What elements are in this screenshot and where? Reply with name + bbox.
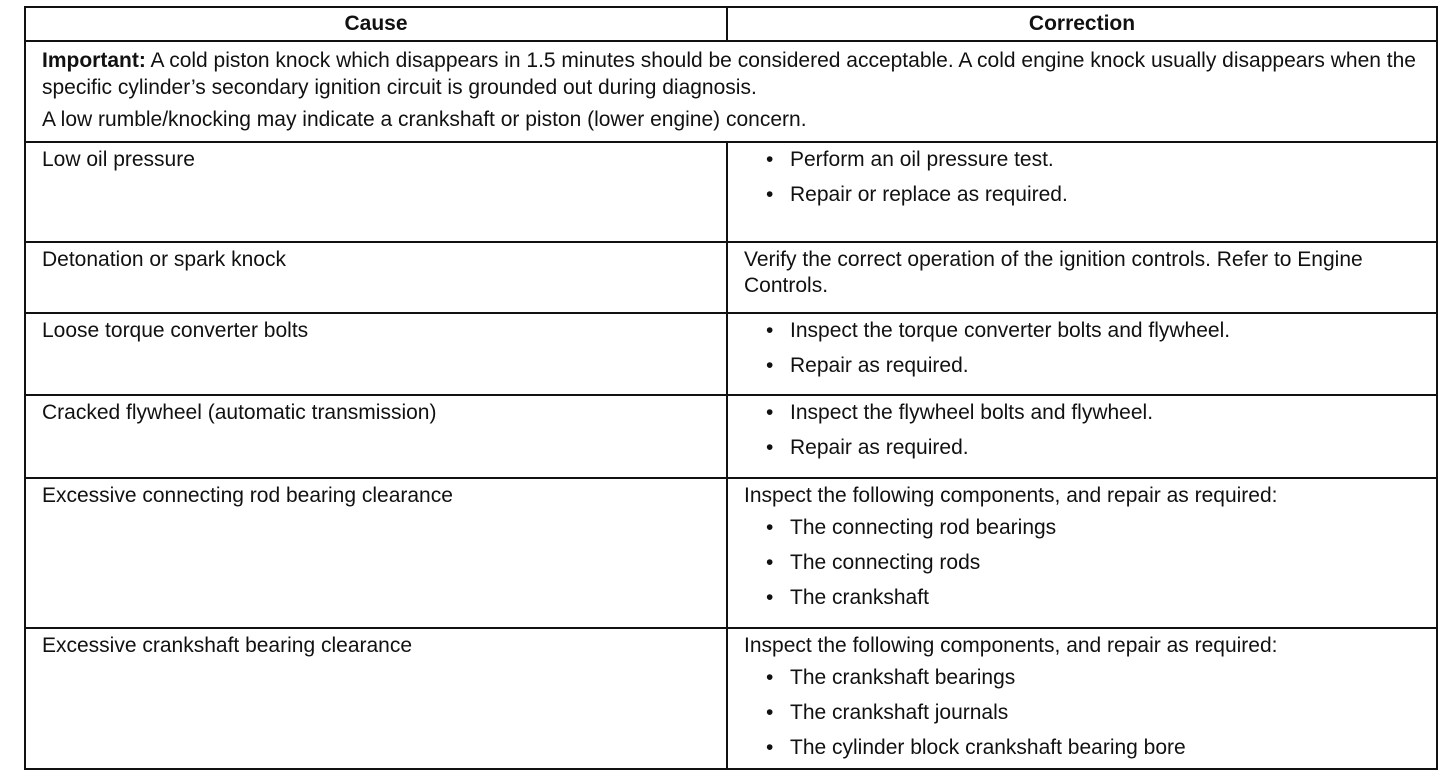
correction-cell [727, 142, 1437, 242]
cause-cell: Excessive connecting rod bearing clearance [25, 478, 727, 628]
correction-list [744, 147, 1422, 209]
list-item: • Repair as required. [744, 353, 1422, 379]
note-paragraph-2: A low rumble/knocking may indicate a crankshaft or piston (lower engine) concern. [42, 107, 807, 131]
note-label: Important: [42, 49, 146, 73]
correction-cell [727, 395, 1437, 478]
correction-list [744, 665, 1422, 762]
list-item: • Perform an oil pressure test. [744, 147, 1422, 173]
correction-cell [727, 478, 1437, 628]
cause-cell: Excessive crankshaft bearing clearance [25, 628, 727, 769]
correction-cell [727, 628, 1437, 769]
important-note-row [25, 41, 1437, 142]
header-row [25, 7, 1437, 41]
diagnostic-table [24, 6, 1438, 770]
cause-cell: Low oil pressure [25, 142, 727, 242]
cause-header: Cause [25, 7, 727, 41]
table-row [25, 142, 1437, 242]
cause-cell: Loose torque converter bolts [25, 313, 727, 396]
correction-text: Inspect the following components, and repair as required: [744, 483, 1278, 507]
table-row [25, 395, 1437, 478]
correction-header: Correction [727, 7, 1437, 41]
list-item: • Repair as required. [744, 435, 1422, 461]
correction-list [744, 400, 1422, 462]
list-item: • The crankshaft journals [744, 700, 1422, 726]
important-note [25, 41, 1437, 142]
list-item: • The connecting rods [744, 550, 1422, 576]
correction-text: Verify the correct operation of the ignition controls. Refer to Engine Controls. [744, 248, 1363, 298]
note-paragraph [42, 48, 1422, 101]
list-item: • The crankshaft bearings [744, 665, 1422, 691]
list-item: • Repair or replace as required. [744, 182, 1422, 208]
table-row [25, 628, 1437, 769]
table-row [25, 313, 1437, 396]
correction-cell [727, 313, 1437, 396]
correction-cell [727, 242, 1437, 313]
list-item: • The crankshaft [744, 585, 1422, 611]
note-text: A cold piston knock which disappears in 1.5 minutes should be considered acceptable. A cold engine knock usually disappears when the specific cylinder’s secondary ignition circuit is grounded out during diagnosis. [42, 49, 1416, 99]
cause-cell: Cracked flywheel (automatic transmission) [25, 395, 727, 478]
list-item: • The connecting rod bearings [744, 515, 1422, 541]
table-row [25, 242, 1437, 313]
list-item: • The cylinder block crankshaft bearing bore [744, 735, 1422, 761]
cause-cell: Detonation or spark knock [25, 242, 727, 313]
list-item: • Inspect the flywheel bolts and flywheel. [744, 400, 1422, 426]
correction-text: Inspect the following components, and repair as required: [744, 633, 1278, 657]
correction-list [744, 318, 1422, 380]
correction-list [744, 515, 1422, 612]
list-item: • Inspect the torque converter bolts and flywheel. [744, 318, 1422, 344]
table-row [25, 478, 1437, 628]
